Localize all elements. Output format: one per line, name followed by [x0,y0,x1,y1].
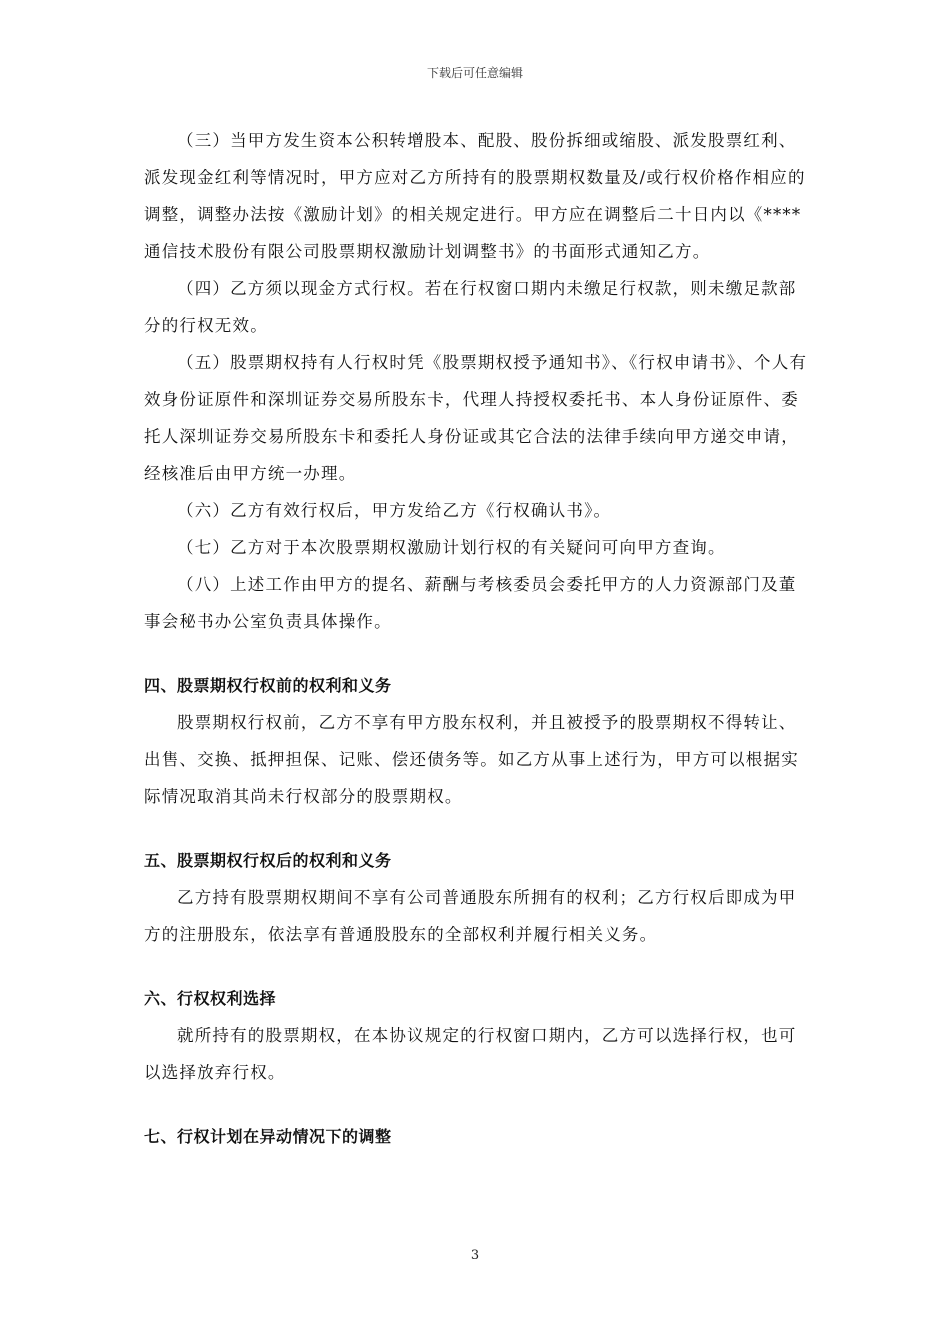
section-4-body: 股票期权行权前，乙方不享有甲方股东权利，并且被授予的股票期权不得转让、出售、交换、抵押担保、记账、偿还债务等。如乙方从事上述行为，甲方可以根据实际情况取消其尚未行权部分的股票期权。 [144,713,799,806]
paragraph-6: （六）乙方有效行权后，甲方发给乙方《行权确认书》。 [177,501,612,520]
section-7-heading: 七、行权计划在异动情况下的调整 [144,1127,392,1146]
paragraph-7: （七）乙方对于本次股票期权激励计划行权的有关疑问可向甲方查询。 [177,538,726,557]
paragraph-5: （五）股票期权持有人行权时凭《股票期权授予通知书》、《行权申请书》、个人有效身份证原件和深圳证券交易所股东卡，代理人持授权委托书、本人身份证原件、委托人深圳证券交易所股东卡和委托人身份证或其它合法的法律手续向甲方递交申请，经核准后由甲方统一办理。 [144,353,808,483]
section-5-heading: 五、股票期权行权后的权利和义务 [144,851,392,870]
section-6-heading: 六、行权权利选择 [144,989,277,1008]
paragraph-4: （四）乙方须以现金方式行权。若在行权窗口期内未缴足行权款，则未缴足款部分的行权无效。 [144,279,797,335]
section-5-body: 乙方持有股票期权期间不享有公司普通股东所拥有的权利；乙方行权后即成为甲方的注册股东，依法享有普通股股东的全部权利并履行相关义务。 [144,888,797,944]
page-header: 下载后可任意编辑 [426,66,523,80]
section-4-heading: 四、股票期权行权前的权利和义务 [144,676,392,695]
document-body [144,122,808,1155]
section-6-body: 就所持有的股票期权，在本协议规定的行权窗口期内，乙方可以选择行权，也可以选择放弃行权。 [144,1026,797,1082]
paragraph-3: （三）当甲方发生资本公积转增股本、配股、股份拆细或缩股、派发股票红利、派发现金红利等情况时，甲方应对乙方所持有的股票期权数量及/或行权价格作相应的调整，调整办法按《激励计划》的相关规定进行。甲方应在调整后二十日内以《****通信技术股份有限公司股票期权激励计划调整书》的书面形式通知乙方。 [144,131,806,261]
paragraph-8: （八）上述工作由甲方的提名、薪酬与考核委员会委托甲方的人力资源部门及董事会秘书办公室负责具体操作。 [144,575,797,631]
page-number: 3 [470,1248,480,1263]
